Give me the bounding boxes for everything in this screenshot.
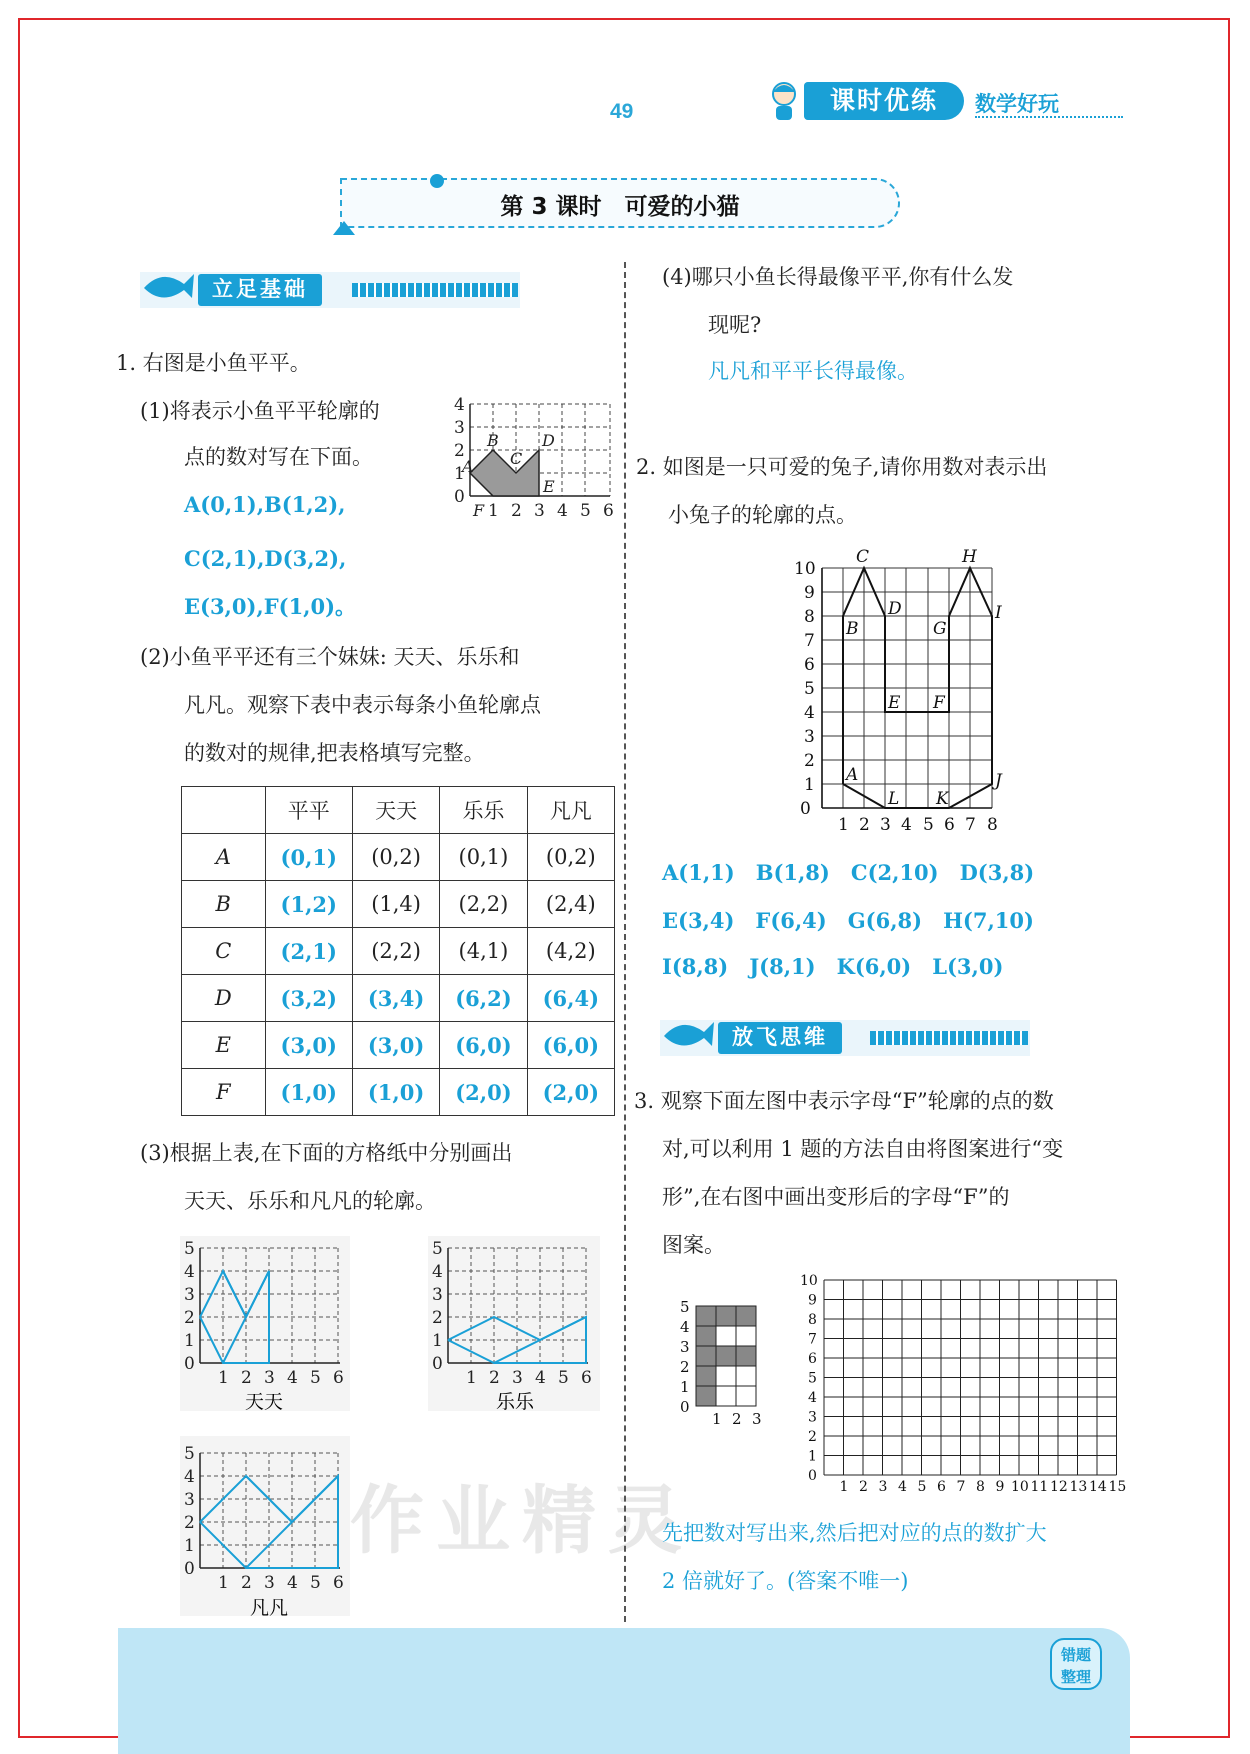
letter-f-grid [674,1296,774,1426]
svg-text:2: 2 [454,441,465,461]
q1-p4-line2: 现呢? [708,313,762,337]
x-tick-label: 14 [1089,1479,1107,1495]
svg-text:H: H [962,547,977,567]
table-header: 凡凡 [527,787,614,834]
svg-text:A: A [462,457,474,476]
svg-text:1: 1 [488,501,499,521]
svg-text:1: 1 [838,815,849,835]
column-divider [624,262,626,1622]
table-cell: (2,0) [527,1069,614,1116]
table-header: 平平 [265,787,352,834]
y-tick-label: 5 [808,1370,817,1387]
table-row [182,834,615,881]
q1-p1-line1: (1)将表示小鱼平平轮廓的 [140,399,380,423]
table-cell: (2,1) [265,928,352,975]
grid-label-fanfan: 凡凡 [250,1597,289,1619]
table-cell: (0,1) [440,834,527,881]
x-tick-label: 6 [937,1479,946,1495]
q2-line2: 小兔子的轮廓的点。 [668,503,857,527]
svg-text:A: A [846,765,859,785]
brand-underline [975,116,1123,118]
section-think-header [660,1014,1030,1060]
svg-text:E: E [543,477,555,496]
svg-text:7: 7 [965,815,976,835]
table-cell: (0,2) [527,834,614,881]
table-cell: (2,0) [440,1069,527,1116]
y-tick-label: 4 [808,1390,817,1406]
lesson-title-banner [340,176,906,232]
q1-p4-line1: (4)哪只小鱼长得最像平平,你有什么发 [662,265,1014,289]
table-header: 天天 [352,787,439,834]
svg-text:F: F [933,693,945,713]
table-cell: (2,4) [527,881,614,928]
svg-text:9: 9 [804,583,815,603]
svg-text:4: 4 [557,501,568,521]
svg-text:I: I [995,603,1002,623]
section-basic-header [140,266,520,312]
table-cell: (6,2) [440,975,527,1022]
x-tick-label: 11 [1030,1479,1049,1495]
x-tick-label: 15 [1108,1479,1127,1495]
q1-p4-answer: 凡凡和平平长得最像。 [708,359,918,383]
y-tick-label: 9 [808,1292,817,1309]
x-tick-label: 9 [995,1479,1005,1495]
girl-icon [764,80,804,124]
row-label: B [182,881,266,928]
svg-text:10: 10 [794,559,816,579]
table-row [182,1022,615,1069]
y-tick-label: 0 [808,1468,817,1484]
svg-text:F: F [473,501,485,520]
svg-text:3: 3 [880,815,891,835]
fish-pingping-grid [440,392,620,522]
q2-answer2: E(3,4) F(6,4) G(6,8) H(7,10) [662,908,1034,933]
svg-text:5: 5 [804,679,815,699]
svg-text:3: 3 [804,727,815,747]
lesson-title: 第 3 课时 可爱的小猫 [500,194,740,220]
error-notes-area[interactable] [118,1628,1130,1754]
x-tick-label: 5 [917,1479,927,1495]
svg-text:1: 1 [454,464,465,484]
svg-text:E: E [888,693,901,713]
section-think-label: 放飞思维 [718,1022,842,1054]
section-basic-label: 立足基础 [198,274,322,306]
q3-line1: 3. 观察下面左图中表示字母“F”轮廓的点的数 [634,1089,1054,1113]
svg-text:0: 0 [454,487,465,507]
brand-banner [760,82,1125,122]
fish-shape [470,450,539,496]
brand-subtitle: 数学好玩 [975,93,1059,116]
table-cell: (4,2) [527,928,614,975]
svg-text:D: D [888,599,902,619]
q1-p1-answer1: A(0,1),B(1,2), [184,492,346,517]
table-cell: (3,2) [265,975,352,1022]
svg-text:6: 6 [944,815,955,835]
table-cell: (3,0) [265,1022,352,1069]
svg-text:6: 6 [804,655,815,675]
table-cell: (0,2) [352,834,439,881]
brand-title: 课时优练 [804,82,964,120]
svg-text:1: 1 [712,1410,722,1428]
fish-icon [660,1014,716,1054]
svg-text:2: 2 [732,1410,742,1428]
y-tick-label: 8 [808,1312,817,1328]
svg-text:5: 5 [580,501,591,521]
table-cell: (2,2) [352,928,439,975]
table-cell: (6,0) [440,1022,527,1069]
row-label: D [182,975,266,1022]
svg-text:L: L [888,789,900,809]
table-header: 乐乐 [440,787,527,834]
svg-text:2: 2 [859,815,870,835]
svg-text:4: 4 [804,703,815,723]
q1-p3-line1: (3)根据上表,在下面的方格纸中分别画出 [140,1141,513,1165]
cuoti-line1: 错题 [1060,1646,1091,1664]
svg-text:C: C [856,547,870,567]
q1-p1-line2: 点的数对写在下面。 [184,445,373,469]
svg-text:7: 7 [804,631,815,651]
svg-text:8: 8 [987,815,998,835]
q1-stem: 1. 右图是小鱼平平。 [116,351,311,375]
svg-text:3: 3 [454,418,465,438]
table-row [182,975,615,1022]
svg-text:0: 0 [680,1398,690,1416]
table-cell: (2,2) [440,881,527,928]
page-number: 49 [610,100,634,123]
q1-p3-line2: 天天、乐乐和凡凡的轮廓。 [184,1189,436,1213]
q2-answer1: A(1,1) B(1,8) C(2,10) D(3,8) [662,860,1035,885]
table-cell: (3,4) [352,975,439,1022]
grid-label-lele: 乐乐 [496,1391,535,1413]
x-tick-label: 13 [1069,1479,1088,1495]
fish-icon [140,266,196,306]
svg-text:0: 0 [800,799,811,819]
watermark: 作业精灵 [350,1478,694,1564]
svg-text:6: 6 [603,501,614,521]
x-tick-label: 12 [1050,1479,1068,1495]
x-tick-label: 8 [976,1479,985,1495]
svg-text:K: K [936,789,949,809]
svg-text:3: 3 [752,1410,762,1428]
x-tick-label: 1 [839,1479,849,1495]
svg-text:2: 2 [804,751,815,771]
svg-text:3: 3 [680,1338,690,1356]
q3-line3: 形”,在右图中画出变形后的字母“F”的 [662,1185,1010,1209]
x-tick-label: 4 [898,1479,907,1495]
svg-text:4: 4 [901,815,912,835]
q2-answer3: I(8,8) J(8,1) K(6,0) L(3,0) [662,954,1004,979]
x-tick-label: 7 [956,1479,966,1495]
svg-text:1: 1 [680,1378,690,1396]
svg-text:B: B [846,619,859,639]
svg-text:1: 1 [804,775,815,795]
svg-text:D: D [542,431,555,450]
cuoti-line2: 整理 [1060,1668,1091,1686]
x-tick-label: 10 [1011,1479,1029,1495]
svg-text:2: 2 [680,1358,690,1376]
x-tick-label: 2 [859,1479,868,1495]
table-header-row [182,787,615,834]
y-tick-label: 6 [808,1351,817,1367]
svg-text:5: 5 [923,815,934,835]
row-label: E [182,1022,266,1069]
svg-text:2: 2 [511,501,522,521]
section-stripe [870,1031,1028,1045]
svg-text:5: 5 [680,1298,690,1316]
q3-answer1: 先把数对写出来,然后把对应的点的数扩大 [662,1521,1047,1545]
y-tick-label: 1 [808,1448,817,1465]
row-label: A [182,834,266,881]
y-tick-label: 10 [800,1273,818,1289]
q1-p1-answer2: C(2,1),D(3,2), [184,546,347,571]
svg-text:G: G [933,619,947,639]
x-tick-label: 3 [878,1479,888,1495]
rabbit-grid [790,548,1010,838]
svg-text:B: B [487,431,499,450]
q1-p2-line2: 凡凡。观察下表中表示每条小鱼轮廓点 [184,693,541,717]
q3-line4: 图案。 [662,1233,725,1257]
table-cell: (6,0) [527,1022,614,1069]
q3-answer2: 2 倍就好了。(答案不唯一) [662,1569,909,1593]
y-tick-label: 3 [808,1409,817,1426]
dot-icon [428,172,446,190]
q1-p1-answer3: E(3,0),F(1,0)。 [184,594,357,619]
transform-grid [790,1272,1127,1508]
error-notes-badge [1050,1638,1102,1690]
q3-line2: 对,可以利用 1 题的方法自由将图案进行“变 [662,1137,1064,1161]
svg-text:4: 4 [454,395,465,415]
table-cell: (1,2) [265,881,352,928]
table-cell: (1,0) [265,1069,352,1116]
table-cell: (6,4) [527,975,614,1022]
q1-p2-line3: 的数对的规律,把表格填写完整。 [184,741,485,765]
table-cell: (1,4) [352,881,439,928]
y-tick-label: 2 [808,1429,817,1445]
svg-text:3: 3 [534,501,545,521]
fish-coordinates-table [181,786,615,1116]
section-stripe [352,283,518,297]
svg-text:J: J [995,771,1002,791]
q1-p2-line1: (2)小鱼平平还有三个妹妹: 天天、乐乐和 [140,645,520,669]
table-row [182,881,615,928]
row-label: F [182,1069,266,1116]
svg-text:8: 8 [804,607,815,627]
table-row [182,928,615,975]
svg-text:C: C [510,449,523,468]
table-cell: (3,0) [352,1022,439,1069]
q2-line1: 2. 如图是一只可爱的兔子,请你用数对表示出 [636,455,1048,479]
triangle-icon [332,220,356,236]
table-cell: (4,1) [440,928,527,975]
y-tick-label: 7 [808,1331,817,1348]
table-row [182,1069,615,1116]
table-cell: (1,0) [352,1069,439,1116]
table-cell: (0,1) [265,834,352,881]
row-label: C [182,928,266,975]
grid-label-tiantian: 天天 [245,1391,284,1413]
table-corner [182,787,266,834]
svg-text:4: 4 [680,1318,690,1336]
